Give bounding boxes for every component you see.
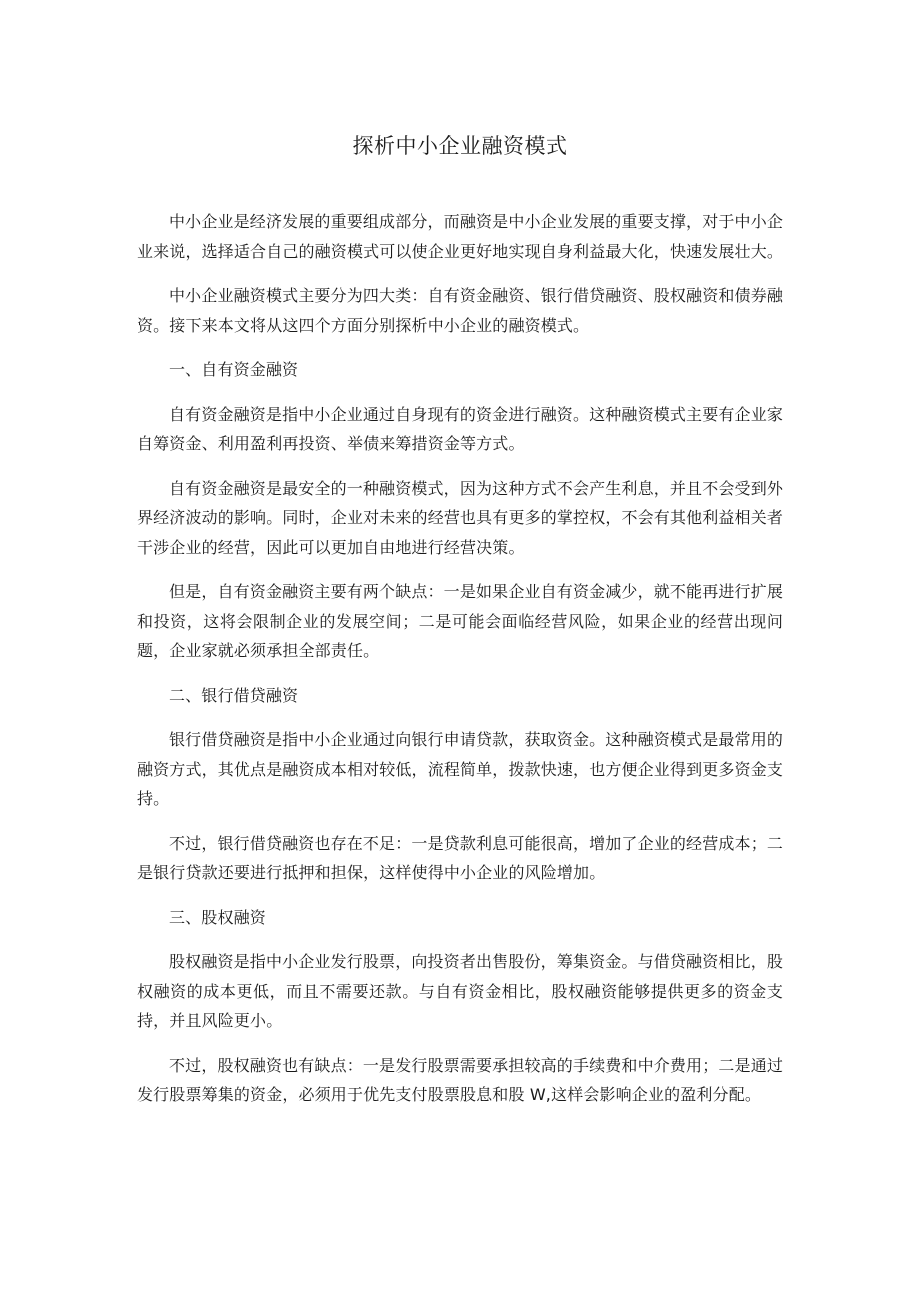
section-heading-equity: 三、股权融资 — [169, 907, 266, 927]
paragraph: 股权融资是指中小企业发行股票，向投资者出售股份，筹集资金。与借贷融资相比，股权融资的成本更低，而且不需要还款。与自有资金相比，股权融资能够提供更多的资金支持，并且风险更小。 — [137, 952, 783, 1030]
paragraph: 不过，股权融资也有缺点：一是发行股票需要承担较高的手续费和中介费用；二是通过发行股票筹集的资金，必须用于优先支付股票股息和股 W,这样会影响企业的盈利分配。 — [137, 1055, 783, 1104]
document-body — [137, 207, 783, 1125]
section-heading-self-funding: 一、自有资金融资 — [169, 360, 299, 379]
paragraph-intro: 中小企业是经济发展的重要组成部分，而融资是中小企业发展的重要支撑，对于中小企业来说，选择适合自己的融资模式可以使企业更好地实现自身利益最大化，快速发展壮大。 — [137, 212, 784, 261]
paragraph: 不过，银行借贷融资也存在不足：一是贷款利息可能很高，增加了企业的经营成本；二是银行贷款还要进行抵押和担保，这样使得中小企业的风险增加。 — [137, 833, 783, 882]
document-title: 探析中小企业融资模式 — [352, 134, 568, 158]
paragraph: 自有资金融资是指中小企业通过自身现有的资金进行融资。这种融资模式主要有企业家自筹资金、利用盈利再投资、举债来筹措资金等方式。 — [137, 404, 783, 453]
paragraph-overview: 中小企业融资模式主要分为四大类：自有资金融资、银行借贷融资、股权融资和债券融资。接下来本文将从这四个方面分别探析中小企业的融资模式。 — [137, 286, 783, 335]
paragraph: 银行借贷融资是指中小企业通过向银行申请贷款，获取资金。这种融资模式是最常用的融资方式，其优点是融资成本相对较低，流程简单，拨款快速，也方便企业得到更多资金支持。 — [137, 730, 784, 808]
section-heading-bank-loan: 二、银行借贷融资 — [169, 685, 299, 705]
paragraph: 自有资金融资是最安全的一种融资模式，因为这种方式不会产生利息，并且不会受到外界经济波动的影响。同时，企业对未来的经营也具有更多的掌控权，不会有其他利益相关者干涉企业的经营，因此可以更加自由地进行经营决策。 — [137, 478, 784, 557]
paragraph: 但是，自有资金融资主要有两个缺点：一是如果企业自有资金减少，就不能再进行扩展和投资，这将会限制企业的发展空间；二是可能会面临经营风险，如果企业的经营出现问题，企业家就必须承担全部责任。 — [137, 582, 783, 660]
